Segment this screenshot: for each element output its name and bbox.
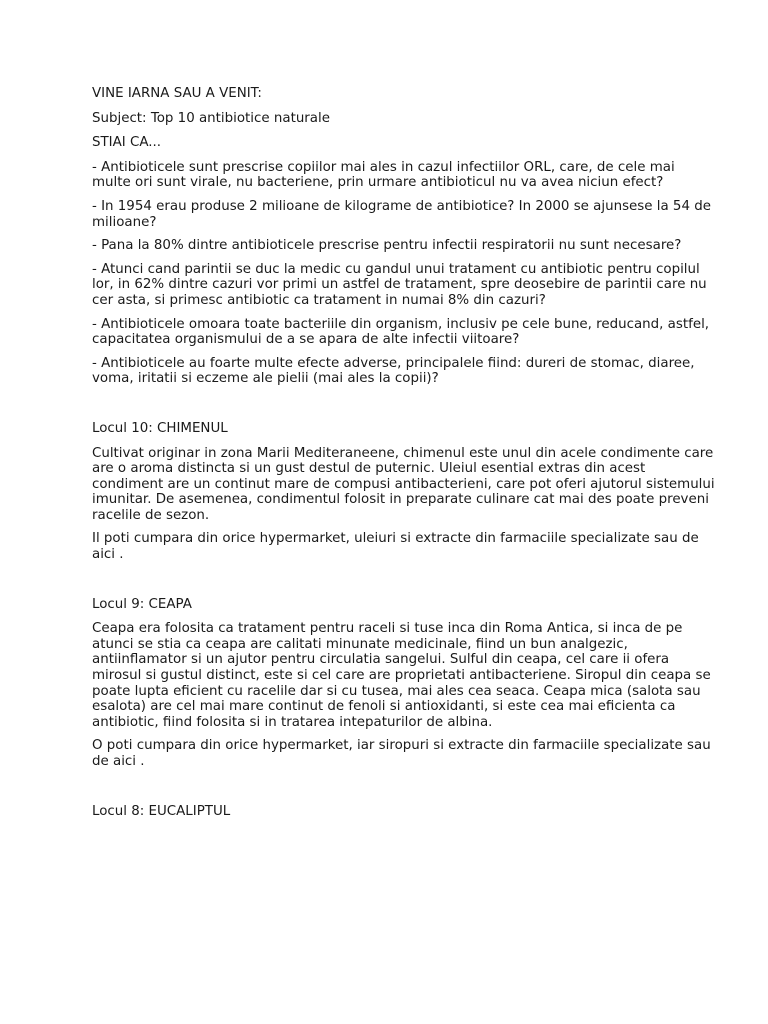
fact-item: - Antibioticele au foarte multe efecte adverse, principalele fiind: dureri de stomac, diaree, voma, iritatii si eczeme ale pielii (mai ales la copii)? [92,355,695,387]
section-heading-9: Locul 9: CEAPA [92,596,192,612]
subject-line: Subject: Top 10 antibiotice naturale [92,110,330,126]
document-title: VINE IARNA SAU A VENIT: [92,86,262,101]
fact-item: - Antibioticele sunt prescrise copiilor mai ales in cazul infectiilor ORL, care, de cele mai multe ori sunt virale, nu bacteriene, prin urmare antibioticul nu va avea niciun efect? [92,159,675,191]
section-heading-8: Locul 8: EUCALIPTUL [92,803,231,819]
intro-heading: STIAI CA... [92,135,162,151]
fact-item: - In 1954 erau produse 2 milioane de kilograme de antibiotice? In 2000 se ajunsese la 54 de milioane? [92,198,711,230]
section-paragraph: Ceapa era folosita ca tratament pentru raceli si tuse inca din Roma Antica, si inca de pe atunci se stia ca ceapa are calitati minunate medicinale, fiind un bun analgezic, antiinflamator si un ajutor pentru circulatia sangelui. Sulful din ceapa, cel care ii ofera mirosul si gustul distinct, este si cel care are proprietati antibacteriene. Siropul din ceapa se poate lupta eficient cu racelile dar si cu tusea, mai ales cea seaca. Ceapa mica (salota sau esalota) are cel mai mare continut de fenoli si antioxidanti, si este cea mai eficienta ca antibiotic, fiind folosita si in tratarea intepaturilor de albina. [92,621,711,730]
section-heading-10: Locul 10: CHIMENUL [92,420,228,436]
section-paragraph: Cultivat originar in zona Marii Mediteraneene, chimenul este unul din acele condimente care are o aroma distincta si un gust destul de puternic. Uleiul esential extras din acest condiment are un continut mare de compusi antibacterieni, care pot oferi ajutorul sistemului imunitar. De asemenea, condimentul folosit in preparate culinare cat mai des poate preveni racelile de sezon. [92,445,715,523]
section-paragraph: Il poti cumpara din orice hypermarket, uleiuri si extracte din farmaciile specializate sau de aici . [92,531,699,563]
fact-item: - Antibioticele omoara toate bacteriile din organism, inclusiv pe cele bune, reducand, astfel, capacitatea organismului de a se apara de alte infectii viitoare? [92,316,710,348]
fact-item: - Pana la 80% dintre antibioticele prescrise pentru infectii respiratorii nu sunt necesare? [92,238,682,254]
section-paragraph: O poti cumpara din orice hypermarket, iar siropuri si extracte din farmaciile specializate sau de aici . [92,738,711,769]
fact-item: - Atunci cand parintii se duc la medic cu gandul unui tratament cu antibiotic pentru copilul lor, in 62% dintre cazuri vor primi un astfel de tratament, spre deosebire de parintii care nu cer asta, si primesc antibiotic ca tratament in numai 8% din cazuri? [92,261,707,308]
